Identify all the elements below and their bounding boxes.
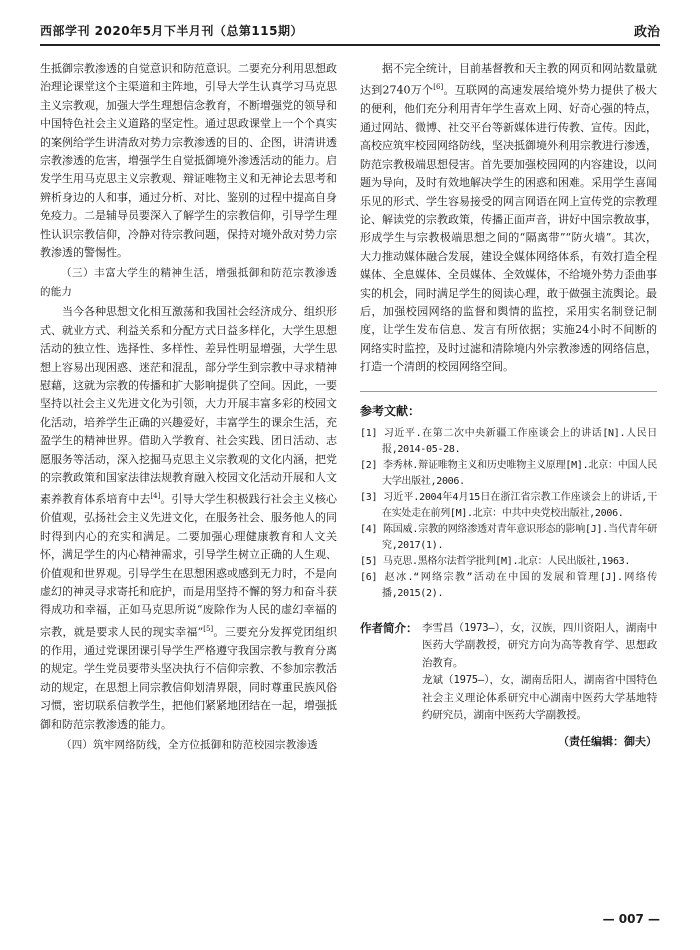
paragraph bbox=[360, 60, 657, 377]
author-bio bbox=[360, 620, 657, 725]
section-subheading: （四）筑牢网络防线，全方位抵御和防范校园宗教渗透 bbox=[61, 738, 318, 751]
citation-marker: [6] bbox=[433, 83, 444, 92]
reference-item: [4] 陈国威.宗教的网络渗透对青年意识形态的影响[J].当代青年研究,2017(1). bbox=[360, 523, 657, 551]
paragraph bbox=[40, 303, 337, 734]
reference-item: [6] 赵冰.“网络宗教”活动在中国的发展和管理[J].网络传播,2015(2). bbox=[360, 571, 657, 599]
section-subheading: （三）丰富大学生的精神生活，增强抵御和防范宗教渗透的能力 bbox=[40, 267, 337, 298]
paragraph-text: 。互联网的高速发展给境外势力提供了极大的便利，他们充分利用青年学生喜欢上网、好奇心强的特点，通过网站、微博、社交平台等新媒体进行传教、宣传。因此，高校应筑牢校园网络防线，坚决抵御境外利用宗教进行渗透，防范宗教极端思想侵害。首先要加强校园网的内容建设，以问题为导向，及时有效地解决学生的困惑和困难。采用学生喜闻乐见的形式、学生容易接受的网言网语在网上宣传党的宗教理论、解读党的宗教政策，传播正面声音，讲好中国宗教故事，形成学生与宗教极端思想之间的“隔离带”“防火墙”。其次，大力推动媒体融合发展，建设全媒体网络体系，有效打造全程媒体、全息媒体、全员媒体、全效媒体，不给境外势力歪曲事实的机会，同时满足学生的阅读心理，敢于做强主流舆论。最后，加强校园网络的监督和舆情的监控，采用实名制登记制度，让学生发布信息、发言有所依据；实施24小时不间断的网络实时监控，及时过滤和清除境内外宗教渗透的网络信息，打造一个清朗的校园网络空间。 bbox=[360, 84, 657, 374]
reference-item: [1] 习近平.在第二次中央新疆工作座谈会上的讲话[N].人民日报,2014-05-28. bbox=[360, 427, 657, 455]
references-list bbox=[360, 426, 657, 602]
journal-masthead: 西部学刊 2020年5月下半月刊（总第115期） bbox=[40, 24, 303, 38]
right-column bbox=[360, 60, 657, 751]
paragraph-text: 。三要充分发挥党团组织的作用，通过党课团课引导学生严格遵守我国宗教与教育分离的规定。学生党员要带头坚决执行不信仰宗教、不参加宗教活动的规定，在思想上同宗教信仰划清界限，同时尊重民族风俗习惯，密切联系信教学生，把他们紧紧地团结在一起，增强抵御和防范宗教渗透的能力。 bbox=[40, 625, 338, 731]
author-bio-label: 作者简介： bbox=[360, 620, 418, 635]
page-header bbox=[40, 20, 660, 46]
reference-item: [3] 习近平.2004年4月15日在浙江省宗教工作座谈会上的讲话,干在实处走在前列[M].北京：中共中央党校出版社,2006. bbox=[360, 491, 657, 519]
section-label: 政治 bbox=[633, 25, 660, 40]
paragraph-text: 当今各种思想文化相互激荡和我国社会经济成分、组织形式、就业方式、利益关系和分配方式日益多样化，大学生思想活动的独立性、选择性、多样性、差异性明显增强，大学生思想上容易出现困惑、迷茫和混乱，部分学生到宗教中寻求精神慰藉，这就为宗教的传播和扩大影响提供了空间。因此，一要坚持以社会主义先进文化为引领，大力开展丰富多彩的校园文化活动，培养学生正确的兴趣爱好，丰富学生的课余生活，充盈学生的精神世界。借助入学教育、社会实践、团日活动、志愿服务等活动，深入挖掘马克思主义宗教观的文化内涵，把党的宗教政策和国家法律法规教育融入校园文化活动开展和人文素养教育体系培育中去 bbox=[40, 305, 337, 506]
citation-marker: [5] bbox=[203, 624, 214, 633]
page-number: — 007 — bbox=[602, 912, 660, 926]
responsible-editor: （责任编辑：御夫） bbox=[558, 734, 657, 748]
paragraph-text: 据不完全统计，目前基督教和天主教的网页和网站数量就达到2740万个 bbox=[360, 62, 657, 98]
author-bio-entry: 龙斌（1975—），女，湖南岳阳人，湖南省中国特色社会主义理论体系研究中心湖南中医药大学基地特约研究员，湖南中医药大学副教授。 bbox=[422, 674, 657, 722]
references-heading: 参考文献： bbox=[360, 391, 657, 420]
reference-item: [5] 马克思.黑格尔法哲学批判[M].北京：人民出版社,1963. bbox=[360, 555, 631, 567]
author-bio-entry: 李雪昌（1973—），女，汉族，四川资阳人，湖南中医药大学副教授，研究方向为高等教育学、思想政治教育。 bbox=[422, 621, 657, 669]
paragraph: 生抵御宗教渗透的自觉意识和防范意识。二要充分利用思想政治理论课堂这个主渠道和主阵地，引导大学生认真学习马克思主义宗教观，加强大学生理想信念教育，不断增强党的领导和中国特色社会主义道路的坚定性。通过思政课堂上一个个真实的案例给学生讲清敌对势力宗教渗透的目的、企图，讲清讲透宗教渗透的危害，增强学生自觉抵御境外渗透活动的能力。启发学生用马克思主义宗教观、辩证唯物主义和无神论去思考和辨析身边的人和事，通过分析、对比、鉴别的过程中提高自身免疫力。二是辅导员要深入了解学生的宗教信仰，引导学生理性认识宗教信仰，冷静对待宗教问题，保持对境外敌对势力宗教渗透的警惕性。 bbox=[40, 62, 337, 260]
author-bio-body bbox=[422, 620, 657, 725]
left-column bbox=[40, 60, 337, 756]
paragraph-text: 。引导大学生积极践行社会主义核心价值观，弘扬社会主义先进文化，在服务社会、服务他人的同时得到内心的充实和满足。二要加强心理健康教育和人文关怀，满足学生的内心精神需求，引导学生树立正确的人生观、价值观和世界观。引导学生在思想困惑或感到无力时，不是向虚幻的神灵寻求寄托和庇护，而是用坚持不懈的努力和奋斗获得成功和幸福，正如马克思所说“废除作为人民的虚幻幸福的宗教，就是要求人民的现实幸福” bbox=[40, 493, 338, 639]
citation-marker: [4] bbox=[150, 492, 161, 501]
reference-item: [2] 李秀林.辩证唯物主义和历史唯物主义原理[M].北京：中国人民大学出版社,2006. bbox=[360, 459, 657, 487]
